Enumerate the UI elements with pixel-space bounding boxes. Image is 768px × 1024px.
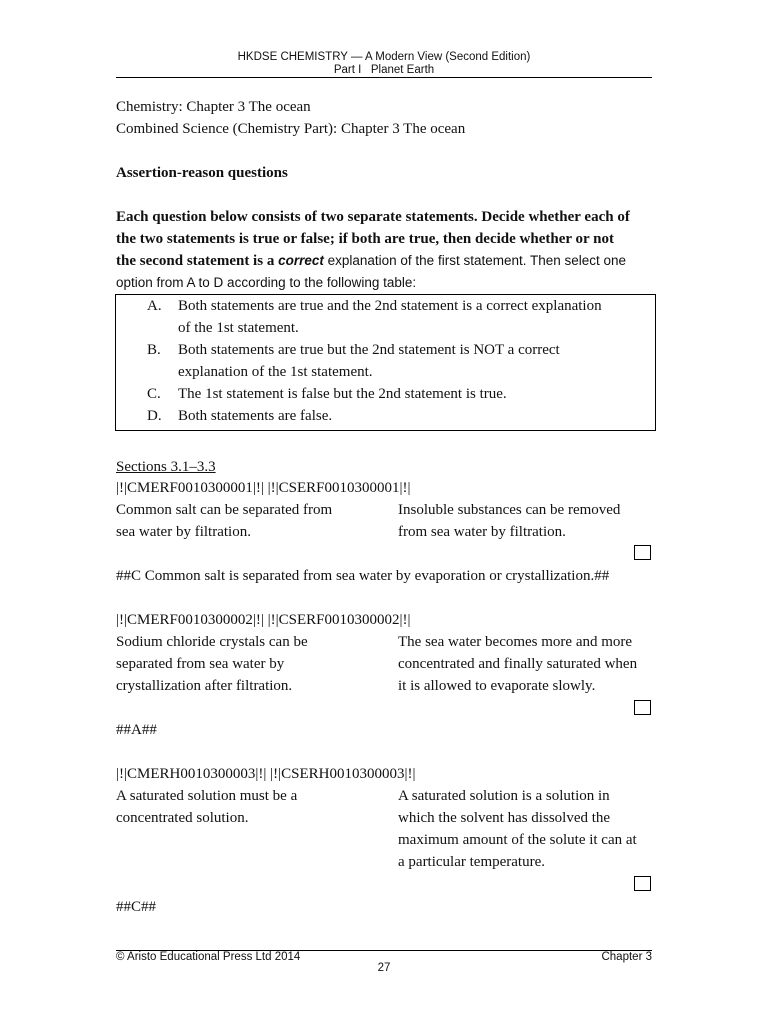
footer-chapter: Chapter 3 (601, 951, 652, 963)
question-3-code: |!|CMERH0010300003|!| |!|CSERH0010300003|!| (116, 766, 416, 782)
instructions-line-3-bold: the second statement is a (116, 253, 279, 269)
option-text-a-2: of the 1st statement. (178, 320, 299, 336)
option-text-d-1: Both statements are false. (178, 408, 333, 424)
options-table (115, 294, 656, 431)
instructions-line-2: the two statements is true or false; if both are true, then decide whether or not (116, 231, 614, 247)
running-header-part: Part I Planet Earth (333, 64, 435, 76)
question-3-answer: ##C## (116, 899, 157, 915)
chapter-line-combined-science: Combined Science (Chemistry Part): Chapter 3 The ocean (116, 121, 466, 137)
option-letter-a: A. (147, 298, 162, 314)
option-text-b-2: explanation of the 1st statement. (178, 364, 373, 380)
instructions-line-3 (116, 250, 626, 272)
sections-heading: Sections 3.1–3.3 (116, 459, 216, 475)
question-1-answer-box[interactable] (634, 545, 651, 560)
question-2-answer: ##A## (116, 722, 157, 738)
question-2-answer-box[interactable] (634, 700, 651, 715)
question-2-statement-1-line: separated from sea water by (116, 656, 285, 672)
question-1-statement-1 (116, 499, 378, 543)
question-3-statement-2-line: a particular temperature. (398, 854, 545, 870)
question-3-statement-1 (116, 785, 378, 829)
option-letter-c: C. (147, 386, 161, 402)
running-header-title: HKDSE CHEMISTRY — A Modern View (Second Edition) (237, 51, 531, 63)
option-text-b-1: Both statements are true but the 2nd statement is NOT a correct (178, 342, 560, 358)
question-2-statement-1-line: Sodium chloride crystals can be (116, 634, 308, 650)
section-title: Assertion-reason questions (116, 165, 288, 181)
option-text-c-1: The 1st statement is false but the 2nd statement is true. (178, 386, 507, 402)
question-2-statement-1-line: crystallization after filtration. (116, 678, 293, 694)
question-3-answer-box[interactable] (634, 876, 651, 891)
question-2-statement-2-line: it is allowed to evaporate slowly. (398, 678, 596, 694)
question-1-statement-2-line: Insoluble substances can be removed (398, 502, 621, 518)
question-1-statement-2-line: from sea water by filtration. (398, 524, 566, 540)
question-2-code: |!|CMERF0010300002|!| |!|CSERF0010300002|!| (116, 612, 411, 628)
question-3-statement-2-line: maximum amount of the solute it can at (398, 832, 637, 848)
question-1-statement-1-line: sea water by filtration. (116, 524, 251, 540)
option-letter-d: D. (147, 408, 162, 424)
question-3-statement-2 (398, 785, 660, 873)
question-2-statement-1 (116, 631, 378, 697)
option-text-a-1: Both statements are true and the 2nd statement is a correct explanation (178, 298, 602, 314)
question-3-statement-1-line: concentrated solution. (116, 810, 249, 826)
question-2-statement-2-line: concentrated and finally saturated when (398, 656, 638, 672)
question-3-statement-2-line: which the solvent has dissolved the (398, 810, 611, 826)
instructions-correct-word: correct (278, 253, 324, 268)
chapter-line-chemistry: Chemistry: Chapter 3 The ocean (116, 99, 311, 115)
question-1-statement-1-line: Common salt can be separated from (116, 502, 333, 518)
question-3-statement-2-line: A saturated solution is a solution in (398, 788, 610, 804)
question-1-statement-2 (398, 499, 660, 543)
instructions-line-3-rest: explanation of the first statement. Then select one (323, 253, 627, 268)
question-1-answer: ##C Common salt is separated from sea water by evaporation or crystallization.## (116, 568, 610, 584)
footer-copyright: © Aristo Educational Press Ltd 2014 (116, 951, 301, 963)
page-number: 27 (377, 962, 391, 974)
question-3-statement-1-line: A saturated solution must be a (116, 788, 298, 804)
question-1-code: |!|CMERF0010300001|!| |!|CSERF0010300001|!| (116, 480, 411, 496)
question-2-statement-2-line: The sea water becomes more and more (398, 634, 633, 650)
instructions-line-4: option from A to D according to the following table: (116, 275, 417, 290)
instructions-line-1: Each question below consists of two separate statements. Decide whether each of (116, 209, 630, 225)
question-2-statement-2 (398, 631, 660, 697)
header-rule (116, 77, 652, 78)
option-letter-b: B. (147, 342, 161, 358)
